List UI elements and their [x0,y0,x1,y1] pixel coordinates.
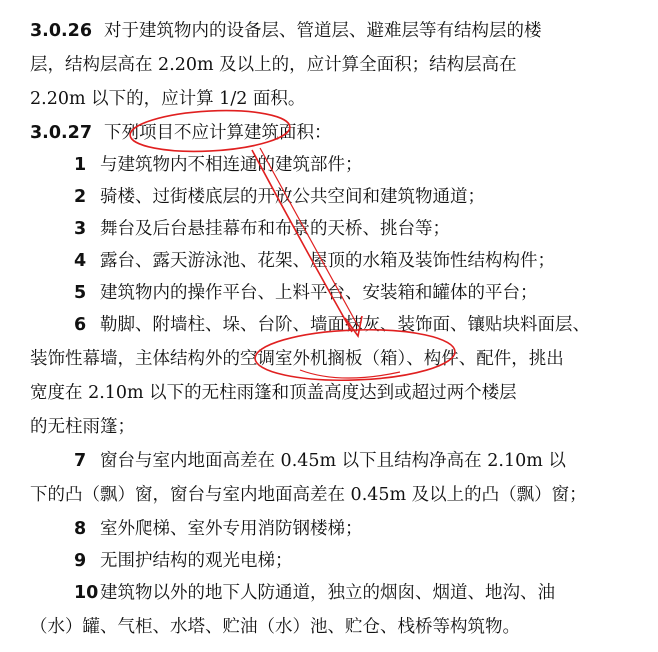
item-text: 窗台与室内地面高差在 0.45m 以下且结构净高在 2.10m 以 [100,451,566,471]
item-text: 露台、露天游泳池、花架、屋顶的水箱及装饰性结构构件； [100,251,555,271]
list-item-continuation [30,376,658,410]
item-number: 3 [74,219,87,239]
item-text: 勒脚、附墙柱、垛、台阶、墙面抹灰、装饰面、镶贴块料面层、 [100,315,590,335]
item-number: 4 [74,251,87,271]
clause-text: 2.20m 以下的，应计算 1/2 面积。 [30,89,306,109]
item-number: 2 [74,187,87,207]
item-text: 舞台及后台悬挂幕布和布景的天桥、挑台等； [100,219,450,239]
list-item [74,244,658,278]
clause-3-0-26-line-3 [30,82,658,116]
item-number: 8 [74,519,87,539]
item-text: 建筑物以外的地下人防通道，独立的烟囱、烟道、地沟、油 [100,583,555,603]
item-text: 的无柱雨篷； [30,417,135,437]
list-item-continuation [30,342,658,376]
list-item [74,512,658,546]
list-item [74,276,658,310]
item-text: 室外爬梯、室外专用消防钢楼梯； [100,519,363,539]
item-number: 9 [74,551,87,571]
list-item [74,444,658,478]
item-number: 10 [74,583,99,603]
item-number: 6 [74,315,87,335]
item-number: 7 [74,451,87,471]
clause-title: 下列项目不应计算建筑面积： [104,123,332,143]
list-item [74,180,658,214]
list-item [74,576,658,610]
list-item-continuation [30,610,658,644]
list-item-continuation [30,478,658,512]
item-text: 下的凸（飘）窗，窗台与室内地面高差在 0.45m 及以上的凸（飘）窗； [30,485,587,505]
clause-number: 3.0.27 [30,123,93,143]
item-text: 建筑物内的操作平台、上料平台、安装箱和罐体的平台； [100,283,538,303]
item-text: 骑楼、过街楼底层的开放公共空间和建筑物通道； [100,187,485,207]
clause-3-0-26-line-1 [30,14,658,48]
item-number: 5 [74,283,87,303]
item-text: （水）罐、气柜、水塔、贮油（水）池、贮仓、栈桥等构筑物。 [30,617,520,637]
clause-number: 3.0.26 [30,21,93,41]
item-text: 无围护结构的观光电梯； [100,551,293,571]
list-item [74,308,658,342]
clause-text: 对于建筑物内的设备层、管道层、避难层等有结构层的楼 [104,21,542,41]
item-text: 宽度在 2.10m 以下的无柱雨篷和顶盖高度达到或超过两个楼层 [30,383,517,403]
list-item-continuation [30,410,658,444]
list-item [74,148,658,182]
clause-text: 层，结构层高在 2.20m 及以上的，应计算全面积；结构层高在 [30,55,517,75]
list-item [74,544,658,578]
item-text: 与建筑物内不相连通的建筑部件； [100,155,363,175]
list-item [74,212,658,246]
clause-3-0-26-line-2 [30,48,658,82]
clause-3-0-27-title [30,116,658,150]
item-number: 1 [74,155,87,175]
item-text: 装饰性幕墙，主体结构外的空调室外机搁板（箱）、构件、配件，挑出 [30,349,564,369]
